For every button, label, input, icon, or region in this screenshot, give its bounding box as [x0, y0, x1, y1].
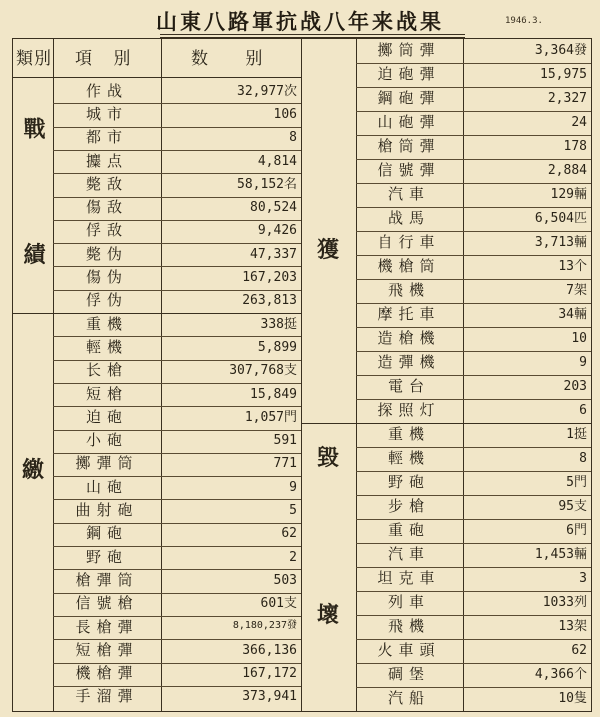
row-separator	[356, 663, 591, 664]
right-item-value: 62	[571, 643, 587, 658]
right-item-name: 野砲	[387, 473, 430, 491]
row-separator	[356, 87, 591, 88]
left-item-value: 4,814	[257, 153, 297, 169]
left-item-name: 短槍	[85, 384, 128, 403]
left-item-name: 傷敌	[85, 198, 128, 217]
left-item-name: 都市	[85, 128, 128, 147]
row-separator	[356, 303, 591, 304]
left-item-name: 手溜彈	[75, 687, 139, 706]
right-item-name: 汽車	[387, 185, 430, 203]
left-item-name: 作战	[85, 81, 128, 100]
left-item-name: 擲彈筒	[75, 454, 139, 473]
row-separator	[53, 616, 301, 617]
left-item-name: 攗点	[85, 151, 128, 170]
right-item-name: 汽車	[387, 545, 430, 563]
right-item-name: 槍筒彈	[377, 137, 441, 155]
left-item-value: 366,136	[242, 642, 297, 658]
left-item-name: 長槍彈	[75, 617, 139, 636]
right-item-name: 輕機	[387, 449, 430, 467]
left-item-value: 503	[273, 572, 297, 588]
right-item-value: 95支	[558, 499, 587, 514]
right-item-name: 山砲彈	[377, 113, 441, 131]
row-separator	[356, 183, 591, 184]
right-item-name: 飛機	[387, 617, 430, 635]
right-item-value: 8	[579, 451, 587, 466]
left-item-value: 167,172	[242, 666, 297, 682]
left-item-value: 5,899	[257, 339, 297, 355]
left-item-name: 山砲	[85, 477, 128, 496]
title-underline	[160, 34, 465, 35]
right-item-value: 34輛	[558, 307, 587, 322]
left-item-value: 771	[273, 456, 297, 472]
left-item-value: 5	[289, 503, 297, 519]
right-item-name: 鋼砲彈	[377, 89, 441, 107]
row-separator	[356, 471, 591, 472]
right-item-name: 碉堡	[387, 665, 430, 683]
left-item-name: 斃敌	[85, 174, 128, 193]
row-separator	[356, 639, 591, 640]
right-item-value: 6	[579, 403, 587, 418]
header-item: 項 別	[75, 49, 139, 69]
row-separator	[356, 159, 591, 160]
right-item-value: 6,504匹	[534, 211, 587, 226]
right-item-value: 10隻	[558, 691, 587, 706]
left-item-value: 601支	[260, 596, 297, 612]
row-separator	[356, 63, 591, 64]
col-divider-item	[161, 39, 162, 711]
right-item-name: 坦克車	[377, 569, 441, 587]
right-item-value: 7架	[566, 283, 587, 298]
right-item-name: 信號彈	[377, 161, 441, 179]
category-destroyed-1: 毀	[317, 445, 340, 471]
right-item-name: 步槍	[387, 497, 430, 515]
right-item-value: 3,364發	[534, 43, 587, 58]
left-item-value: 263,813	[242, 293, 297, 309]
row-separator	[356, 255, 591, 256]
row-separator	[356, 543, 591, 544]
right-item-name: 電台	[387, 377, 430, 395]
right-item-value: 2,327	[547, 91, 587, 106]
left-item-name: 曲射砲	[75, 501, 139, 520]
row-separator	[356, 399, 591, 400]
row-separator	[53, 476, 301, 477]
category-seized-left: 繳	[22, 457, 45, 483]
row-separator	[301, 423, 591, 424]
right-item-name: 重砲	[387, 521, 430, 539]
right-item-name: 战馬	[387, 209, 430, 227]
category-destroyed-2: 壞	[317, 602, 340, 628]
right-item-name: 機槍筒	[377, 257, 441, 275]
left-item-value: 62	[281, 526, 297, 542]
left-item-name: 小砲	[85, 431, 128, 450]
right-item-name: 造槍機	[377, 329, 441, 347]
row-separator	[356, 687, 591, 688]
left-item-value: 167,203	[242, 270, 297, 286]
left-item-name: 长槍	[85, 361, 128, 380]
left-item-value: 58,152名	[237, 176, 297, 192]
right-item-name: 造彈機	[377, 353, 441, 371]
row-separator	[53, 243, 301, 244]
left-item-value: 80,524	[250, 200, 297, 216]
row-separator	[53, 150, 301, 151]
left-item-value: 373,941	[242, 689, 297, 705]
left-item-value: 338挺	[260, 316, 297, 332]
document-date: 1946.3.	[505, 16, 543, 26]
row-separator	[356, 327, 591, 328]
left-item-name: 信號槍	[75, 594, 139, 613]
row-separator	[53, 546, 301, 547]
row-separator	[356, 111, 591, 112]
category-battle: 戰 績	[20, 117, 46, 313]
right-item-value: 1,453輛	[534, 547, 587, 562]
row-separator	[356, 591, 591, 592]
right-item-value: 24	[571, 115, 587, 130]
right-item-value: 9	[579, 355, 587, 370]
row-separator	[356, 207, 591, 208]
left-item-name: 短槍彈	[75, 640, 139, 659]
right-item-name: 重機	[387, 425, 430, 443]
right-item-value: 203	[563, 379, 587, 394]
row-separator	[356, 615, 591, 616]
left-item-value: 106	[273, 106, 297, 122]
right-item-name: 汽船	[387, 689, 430, 707]
row-separator	[356, 447, 591, 448]
right-item-value: 1033列	[542, 595, 587, 610]
col-divider-center	[301, 39, 302, 711]
row-separator	[13, 313, 301, 314]
left-item-value: 9,426	[257, 223, 297, 239]
left-item-value: 1,057門	[244, 409, 297, 425]
left-item-name: 機槍彈	[75, 664, 139, 683]
row-separator	[356, 135, 591, 136]
category-seized-right: 獲	[317, 237, 340, 263]
left-item-value: 591	[273, 433, 297, 449]
right-item-value: 1挺	[566, 427, 587, 442]
header-separator	[13, 77, 301, 78]
left-item-name: 迫砲	[85, 407, 128, 426]
row-separator	[356, 495, 591, 496]
right-item-name: 摩托車	[377, 305, 441, 323]
right-item-name: 火車頭	[377, 641, 441, 659]
right-item-value: 6門	[566, 523, 587, 538]
right-item-value: 13架	[558, 619, 587, 634]
left-item-value: 8,180,237發	[232, 619, 297, 631]
row-separator	[53, 383, 301, 384]
row-separator	[356, 279, 591, 280]
right-item-name: 迫砲彈	[377, 65, 441, 83]
right-item-name: 探照灯	[377, 401, 441, 419]
right-item-value: 4,366个	[534, 667, 587, 682]
right-item-value: 3,713輛	[534, 235, 587, 250]
header-count: 数 别	[191, 49, 279, 69]
left-item-name: 重機	[85, 314, 128, 333]
left-item-value: 32,977次	[237, 83, 297, 99]
right-item-value: 5門	[566, 475, 587, 490]
results-table	[12, 38, 592, 712]
row-separator	[356, 351, 591, 352]
row-separator	[356, 375, 591, 376]
left-item-name: 槍彈筒	[75, 570, 139, 589]
left-item-name: 鋼砲	[85, 524, 128, 543]
left-item-value: 47,337	[250, 246, 297, 262]
left-item-name: 斃伪	[85, 244, 128, 263]
left-item-value: 8	[289, 130, 297, 146]
left-item-name: 輕機	[85, 337, 128, 356]
right-item-value: 3	[579, 571, 587, 586]
right-item-value: 178	[563, 139, 587, 154]
right-item-value: 13个	[558, 259, 587, 274]
right-item-value: 15,975	[540, 67, 587, 82]
left-item-name: 俘伪	[85, 291, 128, 310]
right-item-name: 自行車	[377, 233, 441, 251]
left-item-value: 9	[289, 479, 297, 495]
right-item-name: 列車	[387, 593, 430, 611]
left-item-name: 城市	[85, 104, 128, 123]
document-title: 山東八路軍抗战八年来战果	[156, 9, 444, 34]
right-item-value: 10	[571, 331, 587, 346]
row-separator	[356, 567, 591, 568]
right-item-name: 飛機	[387, 281, 430, 299]
left-item-name: 野砲	[85, 547, 128, 566]
left-item-name: 傷伪	[85, 268, 128, 287]
left-item-value: 2	[289, 549, 297, 565]
left-item-value: 307,768支	[229, 363, 297, 379]
header-category: 類別	[16, 49, 52, 69]
left-item-value: 15,849	[250, 386, 297, 402]
right-item-name: 擲筒彈	[377, 41, 441, 59]
right-item-value: 129輛	[550, 187, 587, 202]
row-separator	[356, 519, 591, 520]
right-item-value: 2,884	[547, 163, 587, 178]
row-separator	[356, 231, 591, 232]
left-item-name: 俘敌	[85, 221, 128, 240]
col-divider-category	[53, 39, 54, 711]
